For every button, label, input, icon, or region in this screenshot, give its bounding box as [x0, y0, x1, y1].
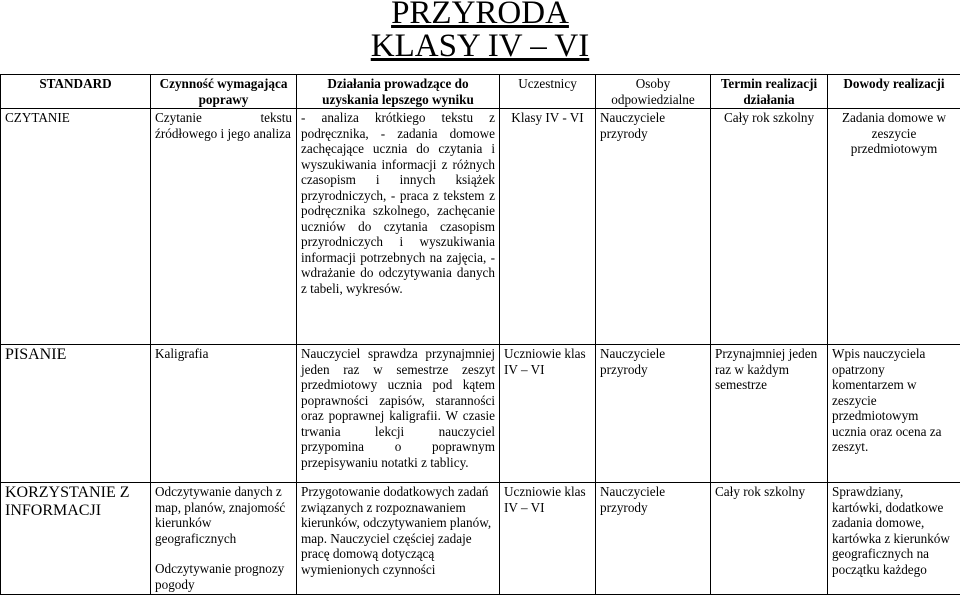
osoby-cell: Nauczyciele przyrody [596, 483, 711, 595]
header-dowody: Dowody realizacji [828, 75, 960, 109]
dowody-cell: Zadania domowe w zeszycie przedmiotowym [828, 109, 960, 345]
termin-cell: Cały rok szkolny [711, 109, 828, 345]
dzialania-cell: Przygotowanie dodatkowych zadań związanych z rozpoznawaniem kierunków, odczytywaniem planów, map. Nauczyciel częściej zadaje pracę domową dotyczącą wymienionych czynności [297, 483, 500, 595]
header-uczestnicy: Uczestnicy [500, 75, 596, 109]
termin-cell: Przynajmniej jeden raz w każdym semestrze [711, 345, 828, 483]
header-termin: Termin realizacji działania [711, 75, 828, 109]
table-row [1, 483, 960, 595]
czynnosc-cell [151, 483, 297, 595]
standard-cell: PISANIE [1, 345, 151, 483]
osoby-cell: Nauczyciele przyrody [596, 345, 711, 483]
uczestnicy-cell: Klasy IV - VI [500, 109, 596, 345]
uczestnicy-cell: Uczniowie klas IV – VI [500, 345, 596, 483]
dowody-cell: Wpis nauczyciela opatrzony komentarzem w zeszycie przedmiotowym ucznia oraz ocena za zeszyt. [828, 345, 960, 483]
header-dzialania: Działania prowadzące do uzyskania lepszego wyniku [297, 75, 500, 109]
header-standard: STANDARD [1, 75, 151, 109]
header-osoby: Osoby odpowiedzialne [596, 75, 711, 109]
uczestnicy-cell: Uczniowie klas IV – VI [500, 483, 596, 595]
table-row [1, 109, 960, 345]
dzialania-cell: - analiza krótkiego tekstu z podręcznika, - zadania domowe zachęcające ucznia do czytania i wyszukiwania informacji z różnych czasopism i innych książek przyrodniczych, - praca z tekstem z podręcznika szkolnego, zachęcanie uczniów do czytania czasopism przyrodniczych i wyszukiwania informacji potrzebnych na zajęcia, - wdrażanie do odczytywania danych z tabeli, wykresów. [297, 109, 500, 345]
czynnosc-text: Odczytywanie danych z map, planów, znajomość kierunków geograficznych [155, 484, 286, 546]
dzialania-cell: Nauczyciel sprawdza przynajmniej jeden raz w semestrze zeszyt przedmiotowy ucznia pod kątem poprawności zapisów, staranności oraz poprawnej kaligrafii. W czasie trwania lekcji nauczyciel przypomina o poprawnym przepisywaniu notatki z tablicy. [297, 345, 500, 483]
header-row [1, 75, 960, 109]
standard-cell: CZYTANIE [1, 109, 151, 345]
osoby-cell: Nauczyciele przyrody [596, 109, 711, 345]
dowody-cell: Sprawdziany, kartówki, dodatkowe zadania domowe, kartówka z kierunków geograficznych na początku każdego [828, 483, 960, 595]
czynnosc-cell: Czytanie tekstu źródłowego i jego analiza [151, 109, 297, 345]
standard-cell: KORZYSTANIE Z INFORMACJI [1, 483, 151, 595]
document-title: PRZYRODA [391, 0, 569, 31]
action-plan-table [0, 74, 960, 595]
document-subtitle: KLASY IV – VI [370, 28, 590, 64]
termin-cell: Cały rok szkolny [711, 483, 828, 595]
czynnosc-text: Odczytywanie prognozy pogody [155, 561, 285, 592]
table-row [1, 345, 960, 483]
czynnosc-cell: Kaligrafia [151, 345, 297, 483]
header-czynnosc: Czynność wymagająca poprawy [151, 75, 297, 109]
